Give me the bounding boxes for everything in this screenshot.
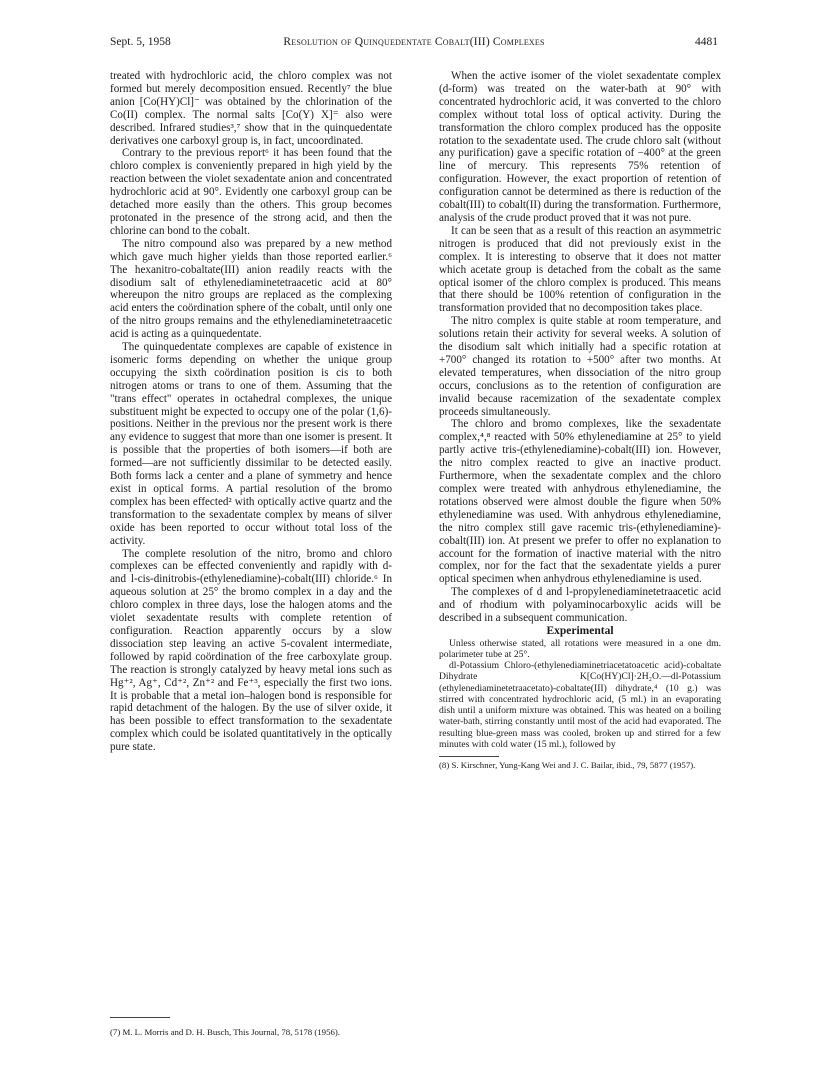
page-header: [110, 36, 718, 54]
left-paragraph-4: The quinquedentate complexes are capable of existence in isomeric forms depending on whether the unique group occupying the sixth coördination position is cis to both nitrogen atoms or trans to one of them. Assuming that the "trans effect" operates in octahedral complexes, the unique substituent might be expected to occupy one of the polar (1,6)-positions. Neither in the previous nor the present work is there any evidence to suggest that more than one isomer is present. It is possible that the properties of both isomers—if both are formed—are not sufficiently dissimilar to be detected easily. Both forms lack a center and a plane of symmetry and hence exist in optical forms. A partial resolution of the bromo complex has been effected² with optically active quartz and the transformation to the sexadentate complex by means of silver oxide has been reported to occur without total loss of the activity.: [110, 341, 392, 547]
left-footnote-area: [110, 1011, 392, 1046]
footnote-rule-right: [439, 756, 499, 757]
right-column: [439, 70, 721, 770]
right-paragraph-2: It can be seen that as a result of this reaction an asymmetric nitrogen is produced that did not previously exist in the complex. It is interesting to observe that it does not matter which acetate group is detached from the cobalt as the same optical isomer of the chloro complex is produced. This means that there should be 100% retention of configuration in the transformation provided that no decomposition takes place.: [439, 224, 721, 315]
right-paragraph-1: When the active isomer of the violet sexadentate complex (d-form) was treated on the water-bath at 90° with concentrated hydrochloric acid, it was converted to the chloro complex without total loss of optical activity. During the transformation the chloro complex produced has the opposite rotation to the sexadentate used. The crude chloro salt (without any purification) gave a specific rotation of −400° at the green line of mercury. This represents 75% retention of configuration. However, the exact proportion of retention of configuration cannot be determined as there is reduction of the cobalt(III) to cobalt(II) during the transformation. Furthermore, analysis of the crude product proved that it was not pure.: [439, 70, 721, 224]
experimental-heading: Experimental: [546, 624, 614, 637]
header-date: Sept. 5, 1958: [110, 36, 171, 48]
footnote-8: (8) S. Kirschner, Yung-Kang Wei and J. C. Bailar, ibid., 79, 5877 (1957).: [439, 759, 696, 770]
left-paragraph-2: Contrary to the previous report⁶ it has been found that the chloro complex is conveniently prepared in high yield by the reaction between the violet sexadentate anion and concentrated hydrochloric acid at 90°. Evidently one carboxyl group can be detached more easily than the others. This group becomes protonated in the presence of the strong acid, and then the chlorine can bond to the cobalt.: [110, 147, 392, 237]
experimental-paragraph-2: dl-Potassium Chloro-(ethylenediaminetriacetatoacetic acid)-cobaltate Dihydrate K[Co(HY)Cl]·2H₂O.—dl-Potassium (ethylenediaminetetraacetato)-cobaltate(III) dihydrate,⁴ (10 g.) was stirred with concentrated hydrochloric acid, (5 ml.) in an evaporating dish until a uniform mixture was obtained. This was heated on a boiling water-bath, stirring constantly until most of the acid had evaporated. The resulting blue-green mass was cooled, broken up and stirred for a few minutes with cold water (15 ml.), followed by: [439, 660, 721, 750]
right-paragraph-3: The nitro complex is quite stable at room temperature, and solutions retain their activity for several weeks. A solution of the disodium salt which initially had a specific rotation at +700° changed its rotation to +500° after two months. At elevated temperatures, when dissociation of the nitro group occurs, conclusions as to the retention of configuration are invalid because racemization of the sexadentate complex proceeds simultaneously.: [439, 315, 721, 418]
header-title: Resolution of Quinquedentate Cobalt(III) Complexes: [283, 36, 545, 48]
right-paragraph-5: The complexes of d and l-propylenediaminetetraacetic acid and of rhodium with polyaminocarboxylic acids will be described in a subsequent communication.: [439, 586, 721, 625]
right-paragraph-4: The chloro and bromo complexes, like the sexadentate complex,⁴,⁸ reacted with 50% ethylenediamine at 25° to yield partly active tris-(ethylenediamine)-cobalt(III) ion. However, the nitro complex reacted to give an inactive product. Furthermore, when the sexadentate complex and the chloro complex were treated with anhydrous ethylenediamine, the rotations observed were almost double the figure when 50% ethylenediamine was used. With anhydrous ethylenediamine, the nitro complex still gave racemic tris-(ethylenediamine)-cobalt(III) ion. At present we prefer to offer no explanation to account for the formation of inactive material with the nitro complex, nor for the fact that the sexadentate yields a purer optical specimen when anhydrous ethylenediamine is used.: [439, 418, 721, 586]
left-paragraph-3: The nitro compound also was prepared by a new method which gave much higher yields than those reported earlier.⁶ The hexanitro-cobaltate(III) anion readily reacts with the disodium salt of ethylenediaminetetraacetic acid at 80° whereupon the nitro groups are replaced as the complexing acid enters the coördination sphere of the cobalt, until only one of the nitro groups remains and the ethylenediaminetetraacetic acid is acting as a quinquedentate.: [110, 237, 392, 341]
experimental-paragraph-1: Unless otherwise stated, all rotations were measured in a one dm. polarimeter tube at 25°.: [439, 637, 721, 661]
footnote-7: (7) M. L. Morris and D. H. Busch, This Journal, 78, 5178 (1956).: [110, 1026, 341, 1037]
left-paragraph-5: The complete resolution of the nitro, bromo and chloro complexes can be effected conveniently and rapidly with d- and l-cis-dinitrobis-(ethylenediamine)-cobalt(III) chloride.⁶ In aqueous solution at 25° the bromo complex in a day and the chloro complex in three days, lose the halogen atoms and the violet sexadentate results with complete retention of configuration. Reaction apparently occurs by a slow dissociation step leaving an active 5-covalent intermediate, followed by rapid coördination of the free carboxylate group. The reaction is strongly catalyzed by heavy metal ions such as Hg⁺², Ag⁺, Cd⁺², Zn⁺² and Fe⁺³, especially the first two ions. It is probable that a metal ion–halogen bond is responsible for rapid detachment of the halogen. By the use of silver oxide, it has been possible to effect transformation to the sexadentate complex which could be isolated quantitatively in the optically pure state.: [110, 547, 392, 754]
footnote-rule: [110, 1017, 170, 1018]
experimental-section: [439, 638, 721, 750]
left-paragraph-1: treated with hydrochloric acid, the chloro complex was not formed but merely decomposition ensued. Recently⁷ the blue anion [Co(HY)Cl]⁻ was obtained by the chlorination of the Co(II) complex. The normal salts [Co(Y) X]⁼ also were described. Infrared studies³,⁷ show that in the quinquedentate derivatives one carboxyl group is, in fact, uncoordinated.: [110, 70, 392, 147]
left-column: [110, 70, 392, 754]
page-number: 4481: [695, 36, 718, 48]
